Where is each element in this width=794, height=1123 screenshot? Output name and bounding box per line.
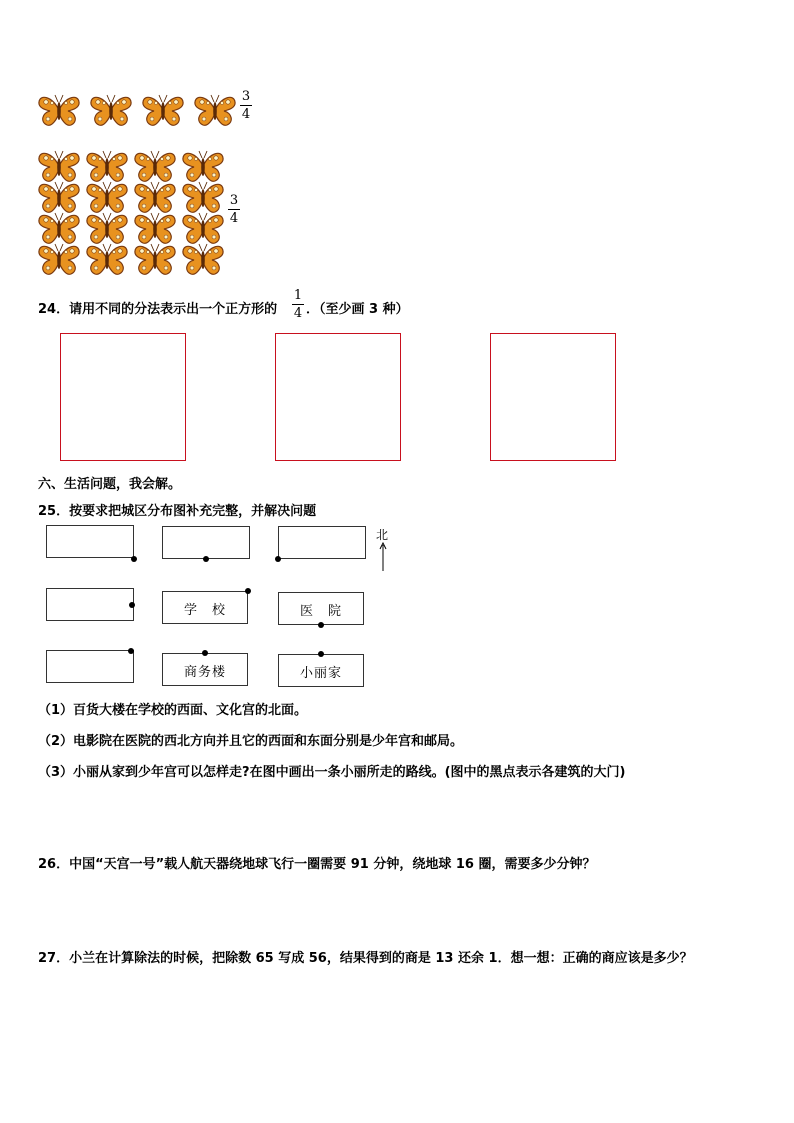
gate-dot (128, 648, 134, 654)
fraction-denominator: 4 (241, 107, 251, 122)
fraction-three-quarters (228, 193, 240, 226)
gate-dot (129, 602, 135, 608)
drawing-square[interactable] (275, 333, 401, 461)
question-24 (38, 298, 277, 317)
school-box (162, 591, 248, 624)
business-building-label: 商务楼 (183, 665, 226, 680)
fraction-three-quarters (240, 89, 252, 122)
question-24-suffix: ．（至少画 3 种） (306, 302, 409, 317)
north-label: 北 (376, 528, 389, 542)
hospital-box (278, 592, 364, 625)
butterfly-icon (134, 241, 176, 277)
gate-dot (131, 556, 137, 562)
question-24-prefix: 24．请用不同的分法表示出一个正方形的 (38, 302, 278, 317)
gate-dot (318, 651, 324, 657)
fraction-one-quarter (292, 288, 304, 321)
question-25-part-3: （3）小丽从家到少年宫可以怎样走?在图中画出一条小丽所走的路线。(图中的黑点表示各建筑的大门) (38, 765, 626, 780)
fraction-bar (228, 209, 240, 210)
butterfly-icon (90, 92, 132, 128)
xiaoli-home-box (278, 654, 364, 687)
section-6-title: 六、生活问题，我会解。 (38, 477, 182, 492)
question-27: 27．小兰在计算除法的时候，把除数 65 写成 56，结果得到的商是 13 还余 1．想一想：正确的商应该是多少？ (38, 951, 693, 966)
butterfly-icon (194, 92, 236, 128)
drawing-square[interactable] (60, 333, 186, 461)
butterfly-icon (38, 241, 80, 277)
gate-dot (202, 650, 208, 656)
map-empty-box[interactable] (46, 650, 134, 683)
fraction-denominator: 4 (229, 211, 239, 226)
map-empty-box[interactable] (46, 588, 134, 621)
school-label: 学 校 (183, 603, 226, 618)
gate-dot (275, 556, 281, 562)
question-25-part-2: （2）电影院在医院的西北方向并且它的西面和东面分别是少年宫和邮局。 (38, 734, 464, 749)
question-25-title: 25．按要求把城区分布图补充完整，并解决问题 (38, 504, 317, 519)
city-map (42, 520, 392, 692)
fraction-numerator: 3 (241, 89, 251, 104)
question-26: 26．中国“天宫一号”载人航天器绕地球飞行一圈需要 91 分钟，绕地球 16 圈，需要多少分钟？ (38, 857, 596, 872)
gate-dot (245, 588, 251, 594)
fraction-bar (240, 105, 252, 106)
xiaoli-home-label: 小丽家 (299, 666, 342, 681)
butterfly-icon (142, 92, 184, 128)
drawing-square[interactable] (490, 333, 616, 461)
butterfly-icon (86, 241, 128, 277)
butterfly-icon (182, 241, 224, 277)
hospital-label: 医 院 (299, 604, 342, 619)
fraction-bar (292, 304, 304, 305)
gate-dot (318, 622, 324, 628)
gate-dot (203, 556, 209, 562)
north-arrow-icon (378, 542, 388, 572)
butterfly-icon (38, 92, 80, 128)
fraction-numerator: 1 (293, 288, 303, 303)
fraction-numerator: 3 (229, 193, 239, 208)
map-empty-box[interactable] (46, 525, 134, 558)
map-empty-box[interactable] (278, 526, 366, 559)
question-25-part-1: （1）百货大楼在学校的西面、文化宫的北面。 (38, 703, 308, 718)
business-building-box (162, 653, 248, 686)
map-empty-box[interactable] (162, 526, 250, 559)
fraction-denominator: 4 (293, 306, 303, 321)
